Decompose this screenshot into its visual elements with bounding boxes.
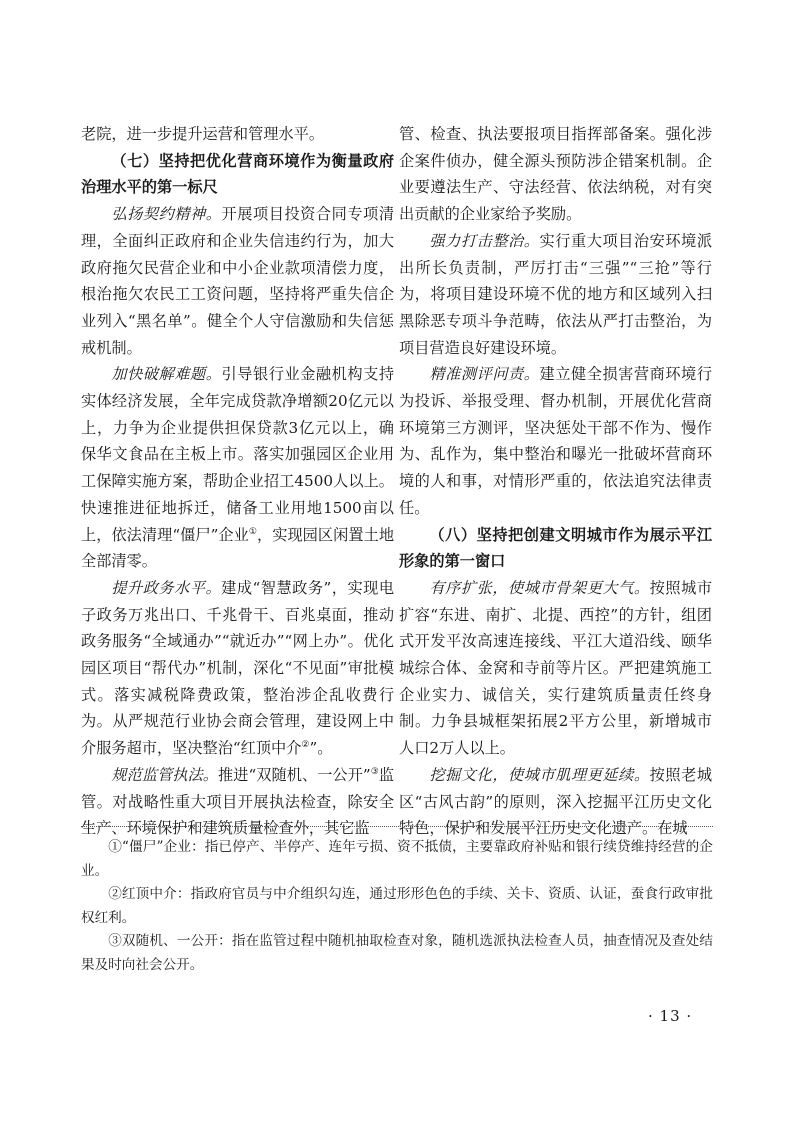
lead-phrase: 加快破解难题。 — [111, 365, 222, 384]
left-column — [81, 121, 394, 842]
paragraph-text: 引导银行业金融机构支持实体经济发展，全年完成贷款净增额20亿元以上，力争为企业提供担保贷款3亿元以上，确保华文食品在主板上市。落实加强园区企业用工保障实施方案，帮助企业招工4500人以上。快速推进征地拆迁，储备工业用地1500亩以上，依法清理“僵尸”企业 — [81, 365, 395, 544]
paragraph-contract-spirit — [81, 201, 394, 361]
footnote-3: ③双随机、一公开：指在监管过程中随机抽取检查对象，随机选派执法检查人员，抽查情况及查处结果及时向社会公开。 — [81, 933, 713, 973]
paragraph-text: 监管。对战略性重大项目开展执法检查，除安全生产、环境保护和建筑质量检查外，其它监 — [81, 765, 395, 838]
paragraph-text: ，实现园区闲置土地全部清零。 — [81, 525, 395, 571]
paragraph-text: 推进“双随机、一公开” — [218, 765, 371, 784]
paragraph-solve-problems — [81, 361, 394, 575]
footnotes — [81, 836, 713, 977]
paragraph-crackdown — [399, 228, 712, 362]
paragraph-text: 开展项目投资合同专项清理，全面纠正政府和企业失信违约行为，加大政府拖欠民营企业和中小企业款项清偿力度，根治拖欠农民工工资问题，坚持将严重失信企业列入“黑名单”。健全个人守信激励和失信惩戒机制。 — [81, 205, 395, 357]
paragraph-accountability — [399, 361, 712, 521]
footnote-ref-2: ② — [301, 740, 310, 751]
lead-phrase: 强力打击整治。 — [429, 231, 540, 250]
paragraph-text: 建立健全损害营商环境行为投诉、举报受理、督办机制，开展优化营商环境第三方测评，坚决惩处干部不作为、慢作为、乱作为，集中整治和曝光一批破坏营商环境的人和事，对情形严重的，依法追究法律责任。 — [399, 365, 713, 517]
paragraph-text: 按照老城区“古风古韵”的原则，深入挖掘平江历史文化特色，保护和发展平江历史文化遗产。在城 — [399, 765, 713, 838]
section-heading-7: （七）坚持把优化营商环境作为衡量政府治理水平的第一标尺 — [81, 151, 394, 197]
lead-phrase: 精准测评问责。 — [429, 365, 540, 384]
paragraph-government-service — [81, 575, 394, 762]
lead-phrase: 弘扬契约精神。 — [111, 205, 222, 224]
paragraph-city-expansion — [399, 575, 712, 762]
right-column — [399, 121, 712, 842]
footnote-2: ②红顶中介：指政府官员与中介组织勾连，通过形形色色的手续、关卡、资质、认证，蚕食行政审批权红利。 — [81, 886, 713, 926]
section-heading-8: （八）坚持把创建文明城市作为展示平江形象的第一窗口 — [399, 525, 712, 571]
paragraph-text: 实行重大项目治安环境派出所长负责制，严厉打击“三强”“三抢”等行为，将项目建设环境不优的地方和区域列入扫黑除恶专项斗争范畴，依法从严打击整治，为项目营造良好建设环境。 — [399, 231, 713, 357]
lead-phrase: 挖掘文化，使城市肌理更延续。 — [429, 765, 650, 784]
footnote-ref-3: ③ — [370, 766, 379, 777]
paragraph-regulation — [81, 762, 394, 842]
paragraph-continuation: 管、检查、执法要报项目指挥部备案。强化涉企案件侦办，健全源头预防涉企错案机制。企业要遵法生产、守法经营、依法纳税，对有突出贡献的企业家给予奖励。 — [399, 125, 712, 224]
footnote-1: ①“僵尸”企业：指已停产、半停产、连年亏损、资不抵债，主要靠政府补贴和银行续贷维持经营的企业。 — [81, 839, 713, 879]
lead-phrase: 有序扩张，使城市骨架更大气。 — [429, 578, 650, 597]
lead-phrase: 提升政务水平。 — [111, 578, 222, 597]
footnote-ref-1: ① — [248, 526, 257, 537]
paragraph-text: ”。 — [309, 739, 333, 758]
paragraph-culture — [399, 762, 712, 842]
page-number: · 13 · — [648, 1007, 693, 1025]
lead-phrase: 规范监管执法。 — [111, 765, 219, 784]
footnote-divider — [81, 826, 713, 827]
paragraph-text: 建成“智慧政务”，实现电子政务万兆出口、千兆骨干、百兆桌面，推动政务服务“全域通办”“就近办”“网上办”。优化园区项目“帮代办”机制，深化“不见面”审批模式。落实减税降费政策，整治涉企乱收费行为。从严规范行业协会商会管理，建设网上中介服务超市，坚决整治“红顶中介 — [81, 578, 395, 758]
paragraph-text: 按照城市扩容“东进、南扩、北提、西控”的方针，组团式开发平汝高速连接线、平江大道沿线、颐华城综合体、金窝和寺前等片区。严把建筑施工企业实力、诚信关，实行建筑质量责任终身制。力争县城框架拓展2平方公里，新增城市人口2万人以上。 — [399, 578, 713, 758]
paragraph-continuation: 老院，进一步提升运营和管理水平。 — [81, 125, 324, 143]
